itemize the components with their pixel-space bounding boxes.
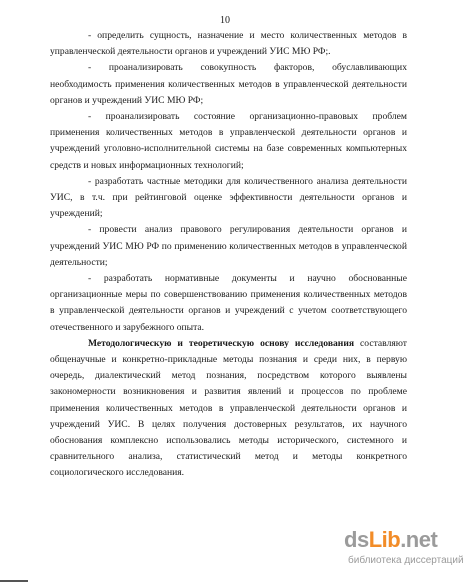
objective-item-1: - определить сущность, назначение и место количественных методов в управленческой деятельности органов и учреждений УИС МЮ РФ;. (50, 30, 407, 58)
dslib-watermark[interactable] (338, 527, 464, 577)
document-body (50, 28, 407, 482)
objective-item-3: - проанализировать состояние организационно-правовых проблем применения количественных методов в управленческой деятельности органов и учреждений уголовно-исполнительной системы на базе современных компьютерных средств и новых информационных технологий; (50, 111, 407, 171)
dslib-caption: библиотека диссертаций (348, 555, 464, 566)
objective-item-6: - разработать нормативные документы и научно обоснованные организационные меры по совершенствованию применения количественных методов в управленческой деятельности органов и учреждений с учетом соответствующего отечественного и зарубежного опыта. (50, 273, 407, 333)
dslib-logo: dsLib.net (344, 527, 438, 552)
objective-item-5: - провести анализ правового регулирования деятельности органов и учреждений УИС МЮ РФ по применению количественных методов в управленческой деятельности; (50, 224, 407, 268)
methodology-text: составляют общенаучные и конкретно-прикладные методы познания и среди них, в первую очередь, диалектический метод познания, посредством которого выявлены закономерности возникновения и развития явлений и процессов по проблеме применения количественных методов в управленческой деятельности органов и учреждений УИС. В целях получения достоверных результатов, их научного обоснования комплексно использовались методы исторического, системного и сравнительного анализа, статистический метод и методы конкретного социологического исследования. (50, 337, 408, 479)
objective-item-4: - разработать частные методики для количественного анализа деятельности УИС, в т.ч. при рейтинговой оценке эффективности деятельности органов и учреждений; (50, 175, 407, 220)
methodology-lead: Методологическую и теоретическую основу исследования (88, 337, 355, 349)
methodology-paragraph (50, 336, 407, 482)
page-number: 10 (220, 15, 230, 26)
objective-item-2: - проанализировать совокупность факторов, обуславливающих необходимость применения количественных методов в управленческой деятельности органов и учреждений УИС МЮ РФ; (50, 62, 407, 106)
